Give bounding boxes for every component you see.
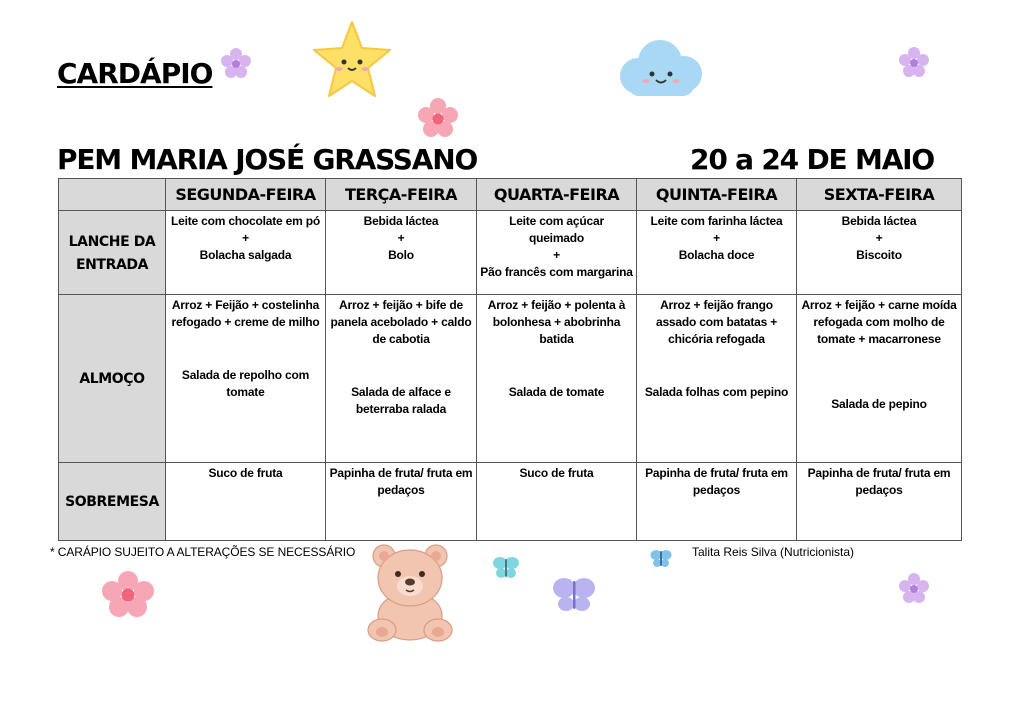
- plus-sign: +: [397, 231, 405, 245]
- day-header: TERÇA-FEIRA: [326, 179, 477, 211]
- lanche-item: Pão francês com margarina: [480, 265, 633, 279]
- butterfly-icon: [552, 574, 596, 614]
- day-header: QUINTA-FEIRA: [637, 179, 797, 211]
- lanche-cell-thursday: [637, 211, 797, 295]
- almoco-salad: Salada de repolho com tomate: [181, 368, 310, 399]
- almoco-row: [59, 295, 962, 463]
- butterfly-icon: [650, 548, 672, 568]
- school-name: PEM MARIA JOSÉ GRASSANO: [57, 143, 478, 176]
- lanche-cell-monday: [166, 211, 326, 295]
- almoco-cell-monday: [166, 295, 326, 463]
- flower-icon: [416, 96, 460, 140]
- lanche-item: Bolacha doce: [678, 248, 755, 262]
- star-icon: [308, 16, 396, 104]
- plus-sign: +: [713, 231, 720, 245]
- footer-note: * CARÁPIO SUJEITO A ALTERAÇÕES SE NECESSÁRIO: [50, 545, 356, 559]
- flower-icon: [99, 570, 157, 618]
- menu-table: [58, 178, 962, 541]
- row-label-line: LANCHE DA: [68, 233, 156, 250]
- almoco-main: Arroz + feijão + bife de panela acebolado + caldo de cabotia: [330, 298, 472, 346]
- sobremesa-cell-thursday: Papinha de fruta/ fruta em pedaços: [637, 463, 797, 541]
- plus-sign: +: [875, 231, 883, 245]
- sobremesa-cell-tuesday: Papinha de fruta/ fruta em pedaços: [326, 463, 477, 541]
- lanche-item: Bolo: [388, 248, 414, 262]
- almoco-main: Arroz + Feijão + costelinha refogado + creme de milho: [171, 298, 320, 329]
- row-label-sobremesa: SOBREMESA: [59, 463, 166, 541]
- almoco-main: Arroz + feijão + carne moída refogada com molho de tomate + macarronese: [801, 298, 957, 346]
- almoco-cell-wednesday: [477, 295, 637, 463]
- almoco-salad: Salada de pepino: [831, 397, 927, 411]
- sobremesa-row: [59, 463, 962, 541]
- row-label-almoco: ALMOÇO: [59, 295, 166, 463]
- day-header: QUARTA-FEIRA: [477, 179, 637, 211]
- almoco-cell-tuesday: [326, 295, 477, 463]
- lanche-cell-friday: [797, 211, 962, 295]
- page-title: CARDÁPIO: [57, 57, 213, 90]
- cloud-icon: [612, 36, 708, 102]
- flower-icon: [897, 571, 931, 605]
- almoco-salad: Salada de tomate: [508, 385, 605, 399]
- plus-sign: +: [553, 248, 560, 262]
- butterfly-icon: [492, 554, 520, 580]
- row-label-lanche: [59, 211, 166, 295]
- lanche-item: Bolacha salgada: [199, 248, 292, 262]
- nutritionist-signature: Talita Reis Silva (Nutricionista): [692, 545, 855, 559]
- flower-icon: [897, 45, 931, 79]
- day-header-row: [59, 179, 962, 211]
- flower-icon: [219, 46, 253, 80]
- row-label-line: ENTRADA: [75, 256, 149, 273]
- sobremesa-cell-wednesday: Suco de fruta: [477, 463, 637, 541]
- teddy-bear-icon: [362, 542, 458, 644]
- lanche-item: Bebida láctea: [363, 214, 439, 228]
- almoco-main: Arroz + feijão frango assado com batatas + chicória refogada: [655, 298, 778, 346]
- lanche-item: Leite com açúcar queimado: [509, 214, 604, 245]
- lanche-item: Leite com farinha láctea: [650, 214, 783, 228]
- lanche-item: Leite com chocolate em pó: [170, 214, 321, 228]
- almoco-salad: Salada de alface e beterraba ralada: [351, 385, 451, 416]
- corner-cell: [59, 179, 166, 211]
- lanche-cell-tuesday: [326, 211, 477, 295]
- plus-sign: +: [242, 231, 249, 245]
- week-range: 20 a 24 DE MAIO: [690, 143, 934, 176]
- day-header: SEGUNDA-FEIRA: [166, 179, 326, 211]
- almoco-cell-thursday: [637, 295, 797, 463]
- sobremesa-cell-monday: Suco de fruta: [166, 463, 326, 541]
- day-header: SEXTA-FEIRA: [797, 179, 962, 211]
- almoco-cell-friday: [797, 295, 962, 463]
- lanche-item: Bebida láctea: [841, 214, 917, 228]
- lanche-row: [59, 211, 962, 295]
- lanche-item: Biscoito: [856, 248, 902, 262]
- almoco-main: Arroz + feijão + polenta à bolonhesa + abobrinha batida: [487, 298, 626, 346]
- almoco-salad: Salada folhas com pepino: [644, 385, 789, 399]
- lanche-cell-wednesday: [477, 211, 637, 295]
- sobremesa-cell-friday: Papinha de fruta/ fruta em pedaços: [797, 463, 962, 541]
